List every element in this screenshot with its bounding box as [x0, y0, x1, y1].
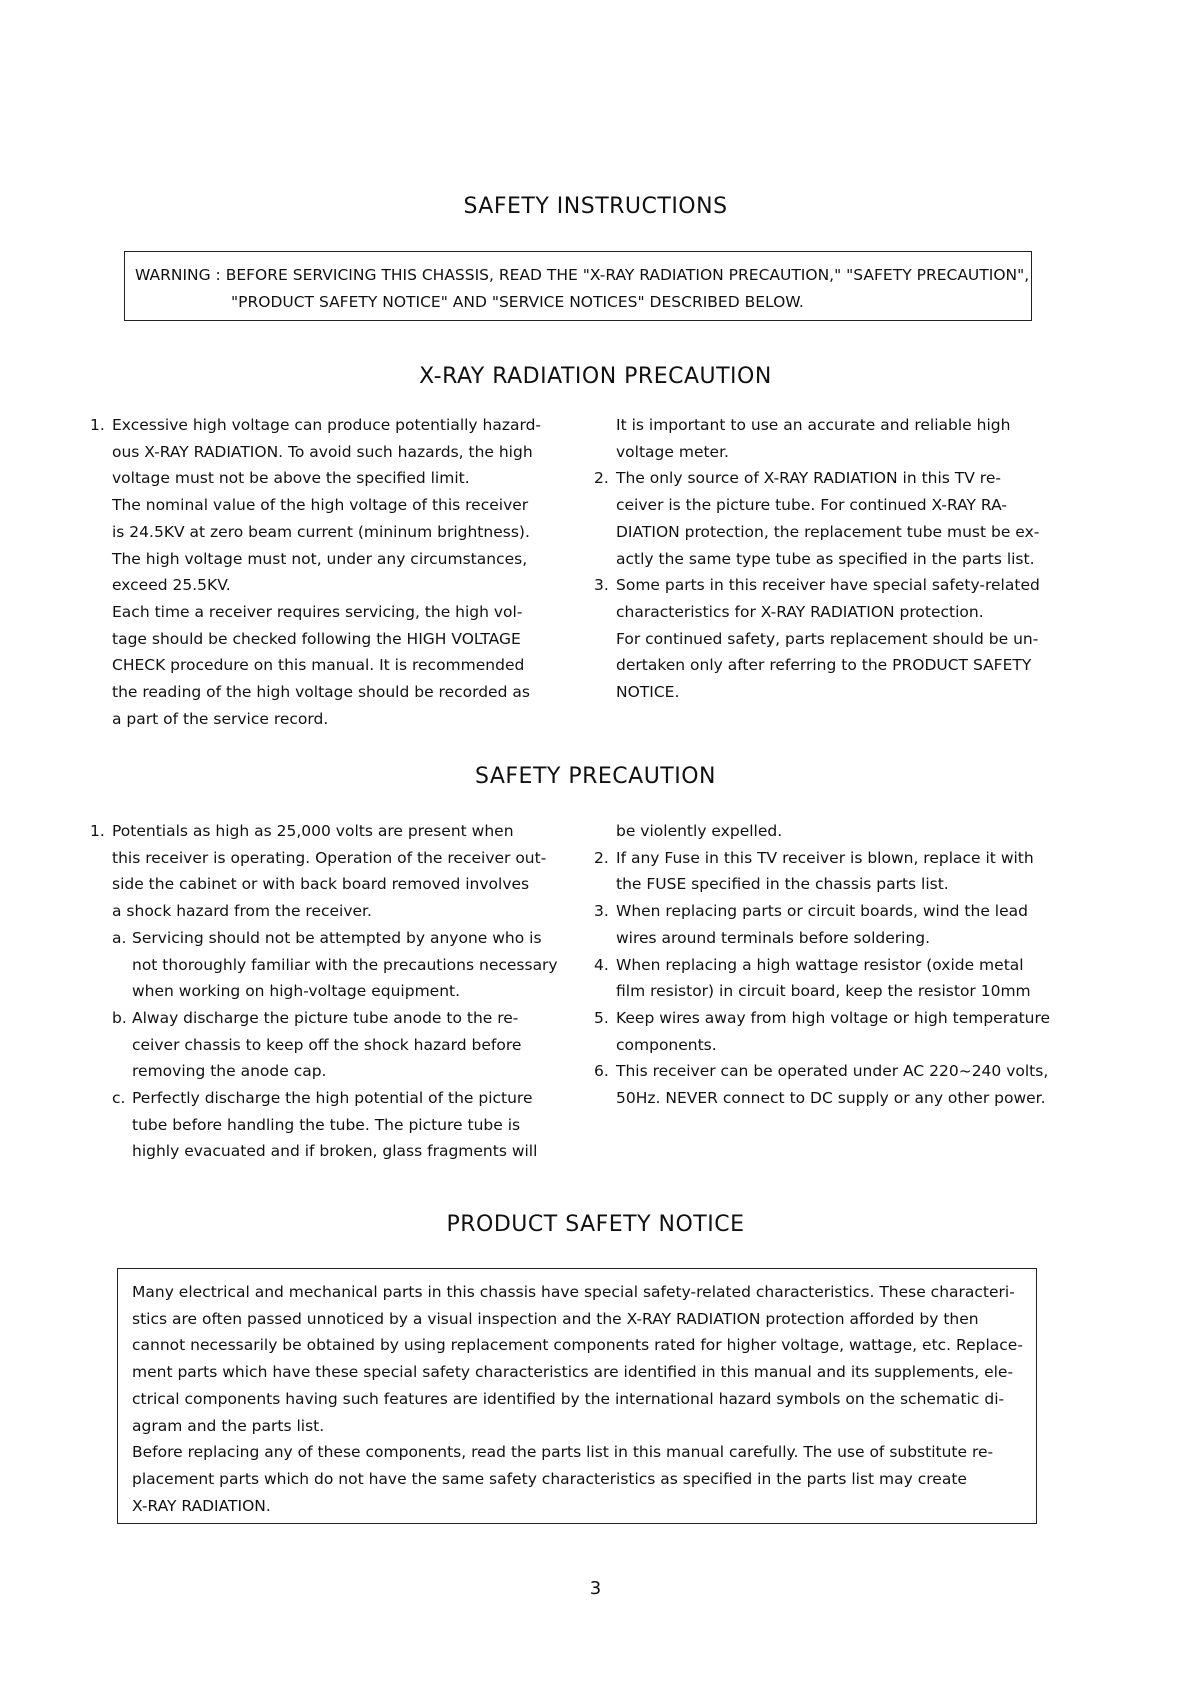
- xray-item-3: [594, 572, 1064, 706]
- text-line: be violently expelled.: [616, 822, 783, 840]
- safety-item-1b: [90, 1005, 560, 1085]
- text-line: Excessive high voltage can produce potentially hazard-: [112, 416, 542, 434]
- safety-item-5: [594, 1005, 1074, 1058]
- text-line: This receiver can be operated under AC 220~240 volts,: [616, 1062, 1049, 1081]
- text-line: Some parts in this receiver have special safety-related: [616, 576, 1040, 595]
- text-line: stics are often passed unnoticed by a visual inspection and the X-RAY RADIATION protection afforded by then: [132, 1309, 979, 1328]
- text-line: The nominal value of the high voltage of this receiver: [112, 496, 529, 515]
- text-line: tube before handling the tube. The picture tube is: [132, 1115, 521, 1134]
- page-title: SAFETY INSTRUCTIONS: [463, 194, 728, 219]
- text-line: a part of the service record.: [112, 709, 329, 728]
- item-number: 5.: [594, 1008, 609, 1027]
- text-line: the FUSE specified in the chassis parts list.: [616, 875, 949, 894]
- safety-item-6: [594, 1058, 1074, 1111]
- safety-item-4: [594, 952, 1074, 1005]
- xray-item-2: [594, 465, 1064, 572]
- text-line: ceiver chassis to keep off the shock hazard before: [132, 1035, 522, 1054]
- safety-item-3: [594, 898, 1074, 951]
- text-line: agram and the parts list.: [132, 1416, 325, 1435]
- text-line: exceed 25.5KV.: [112, 576, 231, 595]
- text-line: CHECK procedure on this manual. It is recommended: [112, 656, 525, 675]
- text-line: is 24.5KV at zero beam current (mininum brightness).: [112, 522, 530, 541]
- item-number: 3.: [594, 576, 609, 595]
- text-line: film resistor) in circuit board, keep the resistor 10mm: [616, 982, 1031, 1001]
- text-line: placement parts which do not have the same safety characteristics as specified in the parts list may create: [132, 1469, 967, 1488]
- product-heading: PRODUCT SAFETY NOTICE: [446, 1212, 745, 1237]
- text-line: The only source of X-RAY RADIATION in this TV re-: [616, 469, 1001, 488]
- text-line: Potentials as high as 25,000 volts are present when: [112, 822, 514, 840]
- text-line: 50Hz. NEVER connect to DC supply or any other power.: [616, 1089, 1046, 1108]
- item-number: 3.: [594, 902, 609, 921]
- text-line: NOTICE.: [616, 683, 680, 702]
- xray-left-column: [90, 412, 560, 732]
- item-number: 1.: [90, 822, 105, 840]
- xray-item-1: [90, 412, 560, 732]
- safety-item-1c: [90, 1085, 560, 1165]
- safety-item-2: [594, 845, 1074, 898]
- text-line: tage should be checked following the HIGH VOLTAGE: [112, 629, 521, 648]
- text-line: voltage meter.: [616, 442, 729, 461]
- product-notice-box: [117, 1268, 1037, 1524]
- text-line: not thoroughly familiar with the precautions necessary: [132, 955, 558, 974]
- text-line: cannot necessarily be obtained by using replacement components rated for higher voltage, wattage, etc. Replace-: [132, 1336, 1023, 1355]
- text-line: Keep wires away from high voltage or high temperature: [616, 1008, 1051, 1027]
- text-line: actly the same type tube as specified in the parts list.: [616, 549, 1035, 568]
- text-line: characteristics for X-RAY RADIATION protection.: [616, 602, 984, 621]
- text-line: Each time a receiver requires servicing, the high vol-: [112, 602, 523, 621]
- item-number: 1.: [90, 416, 105, 434]
- item-number: 6.: [594, 1062, 609, 1081]
- text-line: the reading of the high voltage should be recorded as: [112, 683, 530, 702]
- text-line: Perfectly discharge the high potential of the picture: [132, 1089, 533, 1108]
- text-line: When replacing parts or circuit boards, wind the lead: [616, 902, 1028, 921]
- item-letter: a.: [112, 928, 127, 947]
- text-line: removing the anode cap.: [132, 1062, 327, 1081]
- text-line: this receiver is operating. Operation of the receiver out-: [112, 848, 547, 867]
- text-line: Many electrical and mechanical parts in this chassis have special safety-related characteristics. These characteri-: [132, 1283, 1015, 1301]
- text-line: a shock hazard from the receiver.: [112, 902, 372, 921]
- safety-heading: SAFETY PRECAUTION: [474, 764, 716, 789]
- text-line: side the cabinet or with back board removed involves: [112, 875, 530, 894]
- warning-box: [124, 251, 1032, 321]
- text-line: ctrical components having such features are identified by the international hazard symbols on the schematic di-: [132, 1389, 1005, 1408]
- text-line: ous X-RAY RADIATION. To avoid such hazards, the high: [112, 442, 533, 461]
- text-line: Alway discharge the picture tube anode to the re-: [132, 1008, 519, 1027]
- text-line: The high voltage must not, under any circumstances,: [112, 549, 528, 568]
- text-line: voltage must not be above the specified limit.: [112, 469, 470, 488]
- safety-right-column: [594, 818, 1074, 1112]
- text-line: X-RAY RADIATION.: [132, 1496, 271, 1515]
- text-line: ment parts which have these special safety characteristics are identified in this manual and its supplements, ele-: [132, 1363, 1014, 1382]
- text-line: highly evacuated and if broken, glass fragments will: [132, 1142, 538, 1161]
- text-line: It is important to use an accurate and reliable high: [616, 416, 1011, 434]
- text-line: Servicing should not be attempted by anyone who is: [132, 928, 542, 947]
- text-line: DIATION protection, the replacement tube must be ex-: [616, 522, 1040, 541]
- safety-item-1a: [90, 925, 560, 1005]
- text-line: If any Fuse in this TV receiver is blown, replace it with: [616, 848, 1034, 867]
- item-number: 2.: [594, 469, 609, 488]
- text-line: For continued safety, parts replacement should be un-: [616, 629, 1039, 648]
- safety-item-1: [90, 818, 560, 925]
- text-line: Before replacing any of these components, read the parts list in this manual carefully. The use of substitute re-: [132, 1443, 994, 1462]
- text-line: When replacing a high wattage resistor (oxide metal: [616, 955, 1024, 974]
- safety-left-column: [90, 818, 560, 1165]
- item-number: 4.: [594, 955, 609, 974]
- warning-line-1: WARNING : BEFORE SERVICING THIS CHASSIS, READ THE "X-RAY RADIATION PRECAUTION," "SAFETY PRECAUTION",: [135, 266, 1030, 284]
- item-number: 2.: [594, 848, 609, 867]
- item-letter: c.: [112, 1089, 126, 1108]
- text-line: ceiver is the picture tube. For continued X-RAY RA-: [616, 496, 1007, 515]
- item-letter: b.: [112, 1008, 127, 1027]
- text-line: dertaken only after referring to the PRODUCT SAFETY: [616, 656, 1032, 675]
- xray-right-column: [594, 412, 1064, 706]
- text-line: when working on high-voltage equipment.: [132, 982, 461, 1001]
- warning-line-2: "PRODUCT SAFETY NOTICE" AND "SERVICE NOTICES" DESCRIBED BELOW.: [231, 293, 804, 311]
- page-number: 3: [589, 1578, 602, 1599]
- xray-heading: X-RAY RADIATION PRECAUTION: [419, 364, 772, 389]
- text-line: components.: [616, 1035, 717, 1054]
- text-line: wires around terminals before soldering.: [616, 928, 931, 947]
